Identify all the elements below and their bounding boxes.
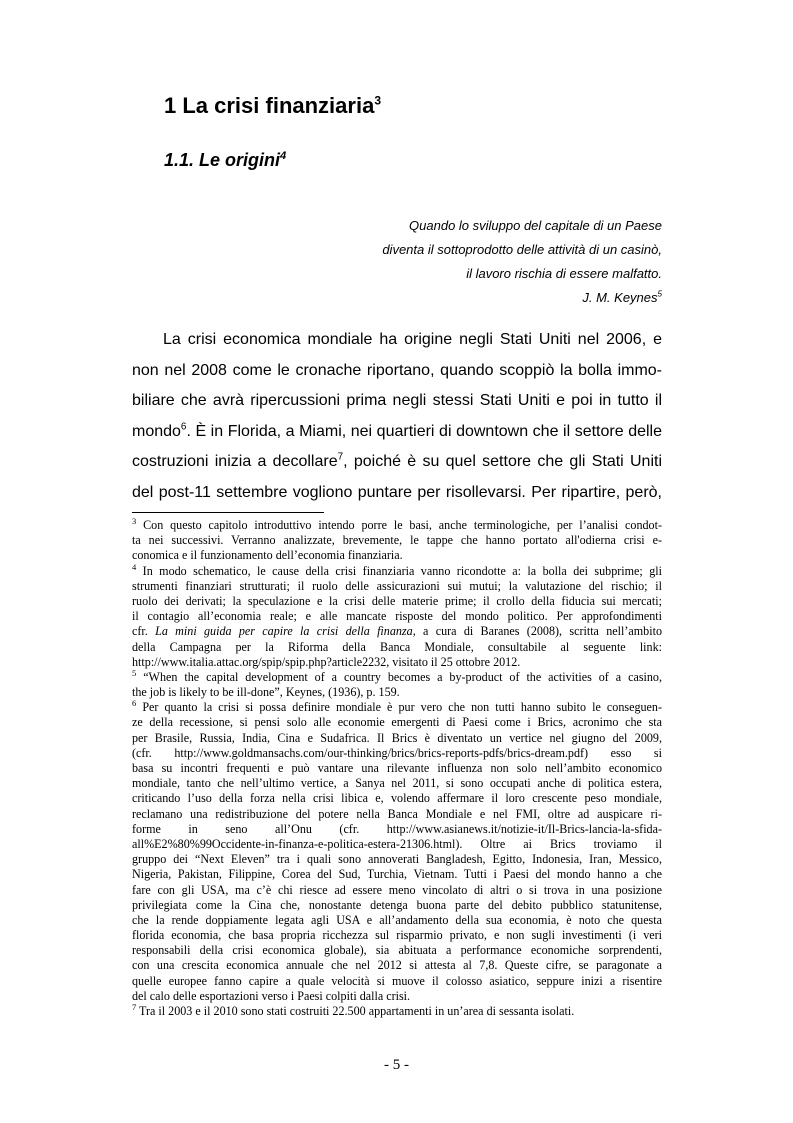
body-line (132, 447, 662, 478)
footnote-line: conomica e il funzionamento dell’economia finanziaria. (132, 548, 403, 563)
footnote-number: 7 (132, 1001, 137, 1012)
footnote-4 (132, 561, 662, 579)
footnote-link-line: http://www.italia.attac.org/spip/spip.php?article2232, visitato il 25 ottobre 2012. (132, 654, 521, 669)
epigraph-line: il lavoro rischia di essere malfatto. (466, 266, 662, 281)
footnote-5 (132, 667, 663, 685)
footnote-number: 5 (132, 667, 137, 678)
footnote-7 (132, 1001, 662, 1019)
footnote-line: responsabili della crisi economica globale), sia abituata a performance economiche sorprendenti, (132, 943, 662, 958)
epigraph (242, 214, 662, 310)
section-title (164, 148, 286, 172)
footnote-separator (132, 512, 324, 513)
footnote-line: quelle europee fanno capire a quale velocità si muove il colosso asiatico, seppure inizi a risentire (132, 973, 662, 988)
footnote-line: del calo delle esportazioni verso i Paesi colpiti dalla crisi. (132, 988, 411, 1003)
footnote-3 (132, 515, 662, 533)
body-text: . È in Florida, a Miami, nei quartieri di downtown che il settore delle (186, 422, 662, 440)
epigraph-author-name: J. M. Keynes (582, 290, 658, 305)
chapter-title-text: 1 La crisi finanziaria (164, 93, 375, 118)
page-number: - 5 - (384, 1057, 409, 1073)
epigraph-author (242, 286, 662, 310)
footnote-text: cfr. (132, 624, 156, 639)
footnote-line: basa su incontri frequenti e può vantare una rilevante influenza non solo nell’ambito economico (132, 761, 662, 775)
footnote-text: In modo schematico, le cause della crisi finanziaria vanno ricondotte a: la bolla dei subprime; gli (142, 563, 662, 578)
footnote-line: della Campagna per la Riforma della Banca Mondiale, consultabile al seguente link: (132, 639, 662, 654)
footnote-text: Per quanto la crisi si possa definire mondiale è pur vero che non tutti hanno subito le conseguen- (142, 700, 662, 715)
footnote-text: , a cura di Baranes (2008), scritta nell’ambito (412, 624, 662, 639)
body-text: , poiché è su quel settore che gli Stati Uniti (343, 453, 663, 470)
footnote-line: the job is likely to be ill-done”, Keynes, (1936), p. 159. (132, 685, 400, 700)
footnote-text: Con questo capitolo introduttivo intendo porre le basi, anche terminologiche, per l’analisi condot- (143, 518, 662, 532)
epigraph-line: Quando lo sviluppo del capitale di un Paese (409, 218, 662, 233)
footnote-line: privilegiata come la Cina che, nonostante detenga buona parte del debito pubblico statunitense, (132, 897, 662, 912)
footnote-ref-6: 6 (180, 421, 187, 433)
footnote-line: con una crescita economica annuale che nel 2012 si attesta al 7,8. Queste cifre, se paragonate a (132, 958, 662, 973)
footnote-line: criticando l’uso della forza nella crisi libica e, volendo affermare il loro crescente peso mondiale, (132, 791, 662, 806)
footnote-line (132, 624, 662, 639)
footnote-line: ruolo dei derivati; la speculazione e la crisi delle materie prime; il crollo della fiducia sui mercati; (132, 593, 662, 608)
footnote-line: strumenti finanziari strutturati; il ruolo delle assicurazioni sui mutui; la valutazione del rischio; il (132, 578, 662, 593)
footnote-line: reclamano una redistribuzione del potere nella Banca Mondiale e nel FMI, oltre ad auspicare ri- (132, 806, 662, 821)
footnote-line: mondiale, tanto che nell’ultimo vertice, a Sanya nel 2011, si sono occupati anche di politica estera, (132, 776, 662, 791)
footnote-line: florida economia, che basa propria ricchezza sul risparmio privato, e non sugli investimenti (i veri (132, 928, 662, 943)
footnote-line: fare con gli USA, ma c’è chi riesce ad essere meno vincolato di altri o si trova in una posizione (132, 882, 662, 897)
footnote-ref-3: 3 (374, 93, 382, 108)
body-paragraph (132, 325, 662, 508)
body-line: non nel 2008 come le cronache riportano, quando scoppiò la bolla immo- (132, 361, 662, 379)
chapter-title (164, 92, 381, 120)
footnote-number: 6 (132, 698, 137, 709)
footnote-text: Tra il 2003 e il 2010 sono stati costruiti 22.500 appartamenti in un’area di sessanta isolati. (139, 1004, 575, 1018)
cited-title: La mini guida per capire la crisi della finanza (155, 624, 413, 639)
footnote-number: 4 (132, 561, 137, 572)
footnote-link-line: forme in seno all’Onu (cfr. http://www.asianews.it/notizie-it/Il-Brics-lancia-la-sfida- (132, 821, 662, 836)
footnote-link-line: all%E2%80%99Occidente-in-finanza-e-politica-estera-21306.html). Oltre ai Brics troviamo il (132, 836, 662, 851)
footnote-link-line: (cfr. http://www.goldmansachs.com/our-thinking/brics/brics-reports-pdfs/brics-dream.pdf) esso si (132, 745, 662, 760)
footnote-text: “When the capital development of a country becomes a by-product of the activities of a casino, (143, 669, 663, 684)
footnote-line: il contagio all’economia reale; e alle mancate risposte del mondo politico. Per approfondimenti (132, 609, 662, 624)
footnote-line: Nigeria, Pakistan, Filippine, Corea del Sud, Turchia, Vietnam. Tutti i Paesi del mondo hanno a che (132, 867, 662, 882)
footnote-line: ta nei successivi. Verranno analizzate, brevemente, le tappe che hanno portato all'odierna crisi e- (132, 533, 662, 548)
section-title-text: 1.1. Le origini (164, 150, 281, 170)
body-line (132, 417, 662, 448)
body-text: costruzioni inizia a decollare (132, 453, 338, 470)
footnote-ref-5: 5 (657, 289, 662, 299)
footnote-line: ze della recessione, si pensi solo alle economie emergenti di Paesi come i Brics, acronimo che sta (132, 715, 662, 730)
footnotes (132, 515, 663, 1019)
footnote-ref-4: 4 (280, 150, 287, 162)
footnote-number: 3 (132, 515, 137, 526)
body-line: biliare che avrà ripercussioni prima negli stessi Stati Uniti e poi in tutto il (132, 392, 662, 409)
epigraph-line: diventa il sottoprodotto delle attività di un casinò, (382, 242, 662, 257)
body-text: mondo (132, 422, 181, 440)
footnote-ref-7: 7 (337, 451, 344, 463)
body-line: del post-11 settembre vogliono puntare per risollevarsi. Per ripartire, però, (132, 483, 662, 501)
body-line: La crisi economica mondiale ha origine negli Stati Uniti nel 2006, e (163, 331, 662, 348)
footnote-6 (132, 700, 662, 715)
footnote-line: che la rende doppiamente legata agli USA e all’andamento della sua economia, è noto che questa (132, 912, 662, 927)
footnote-line: per Brasile, Russia, India, Cina e Sudafrica. Il Brics è diventato un vertice nel giugno del 2009, (132, 730, 662, 745)
footnote-line: gruppo dei “Next Eleven” tra i quali sono annoverati Bangladesh, Egitto, Indonesia, Iran, Messico, (132, 852, 662, 867)
